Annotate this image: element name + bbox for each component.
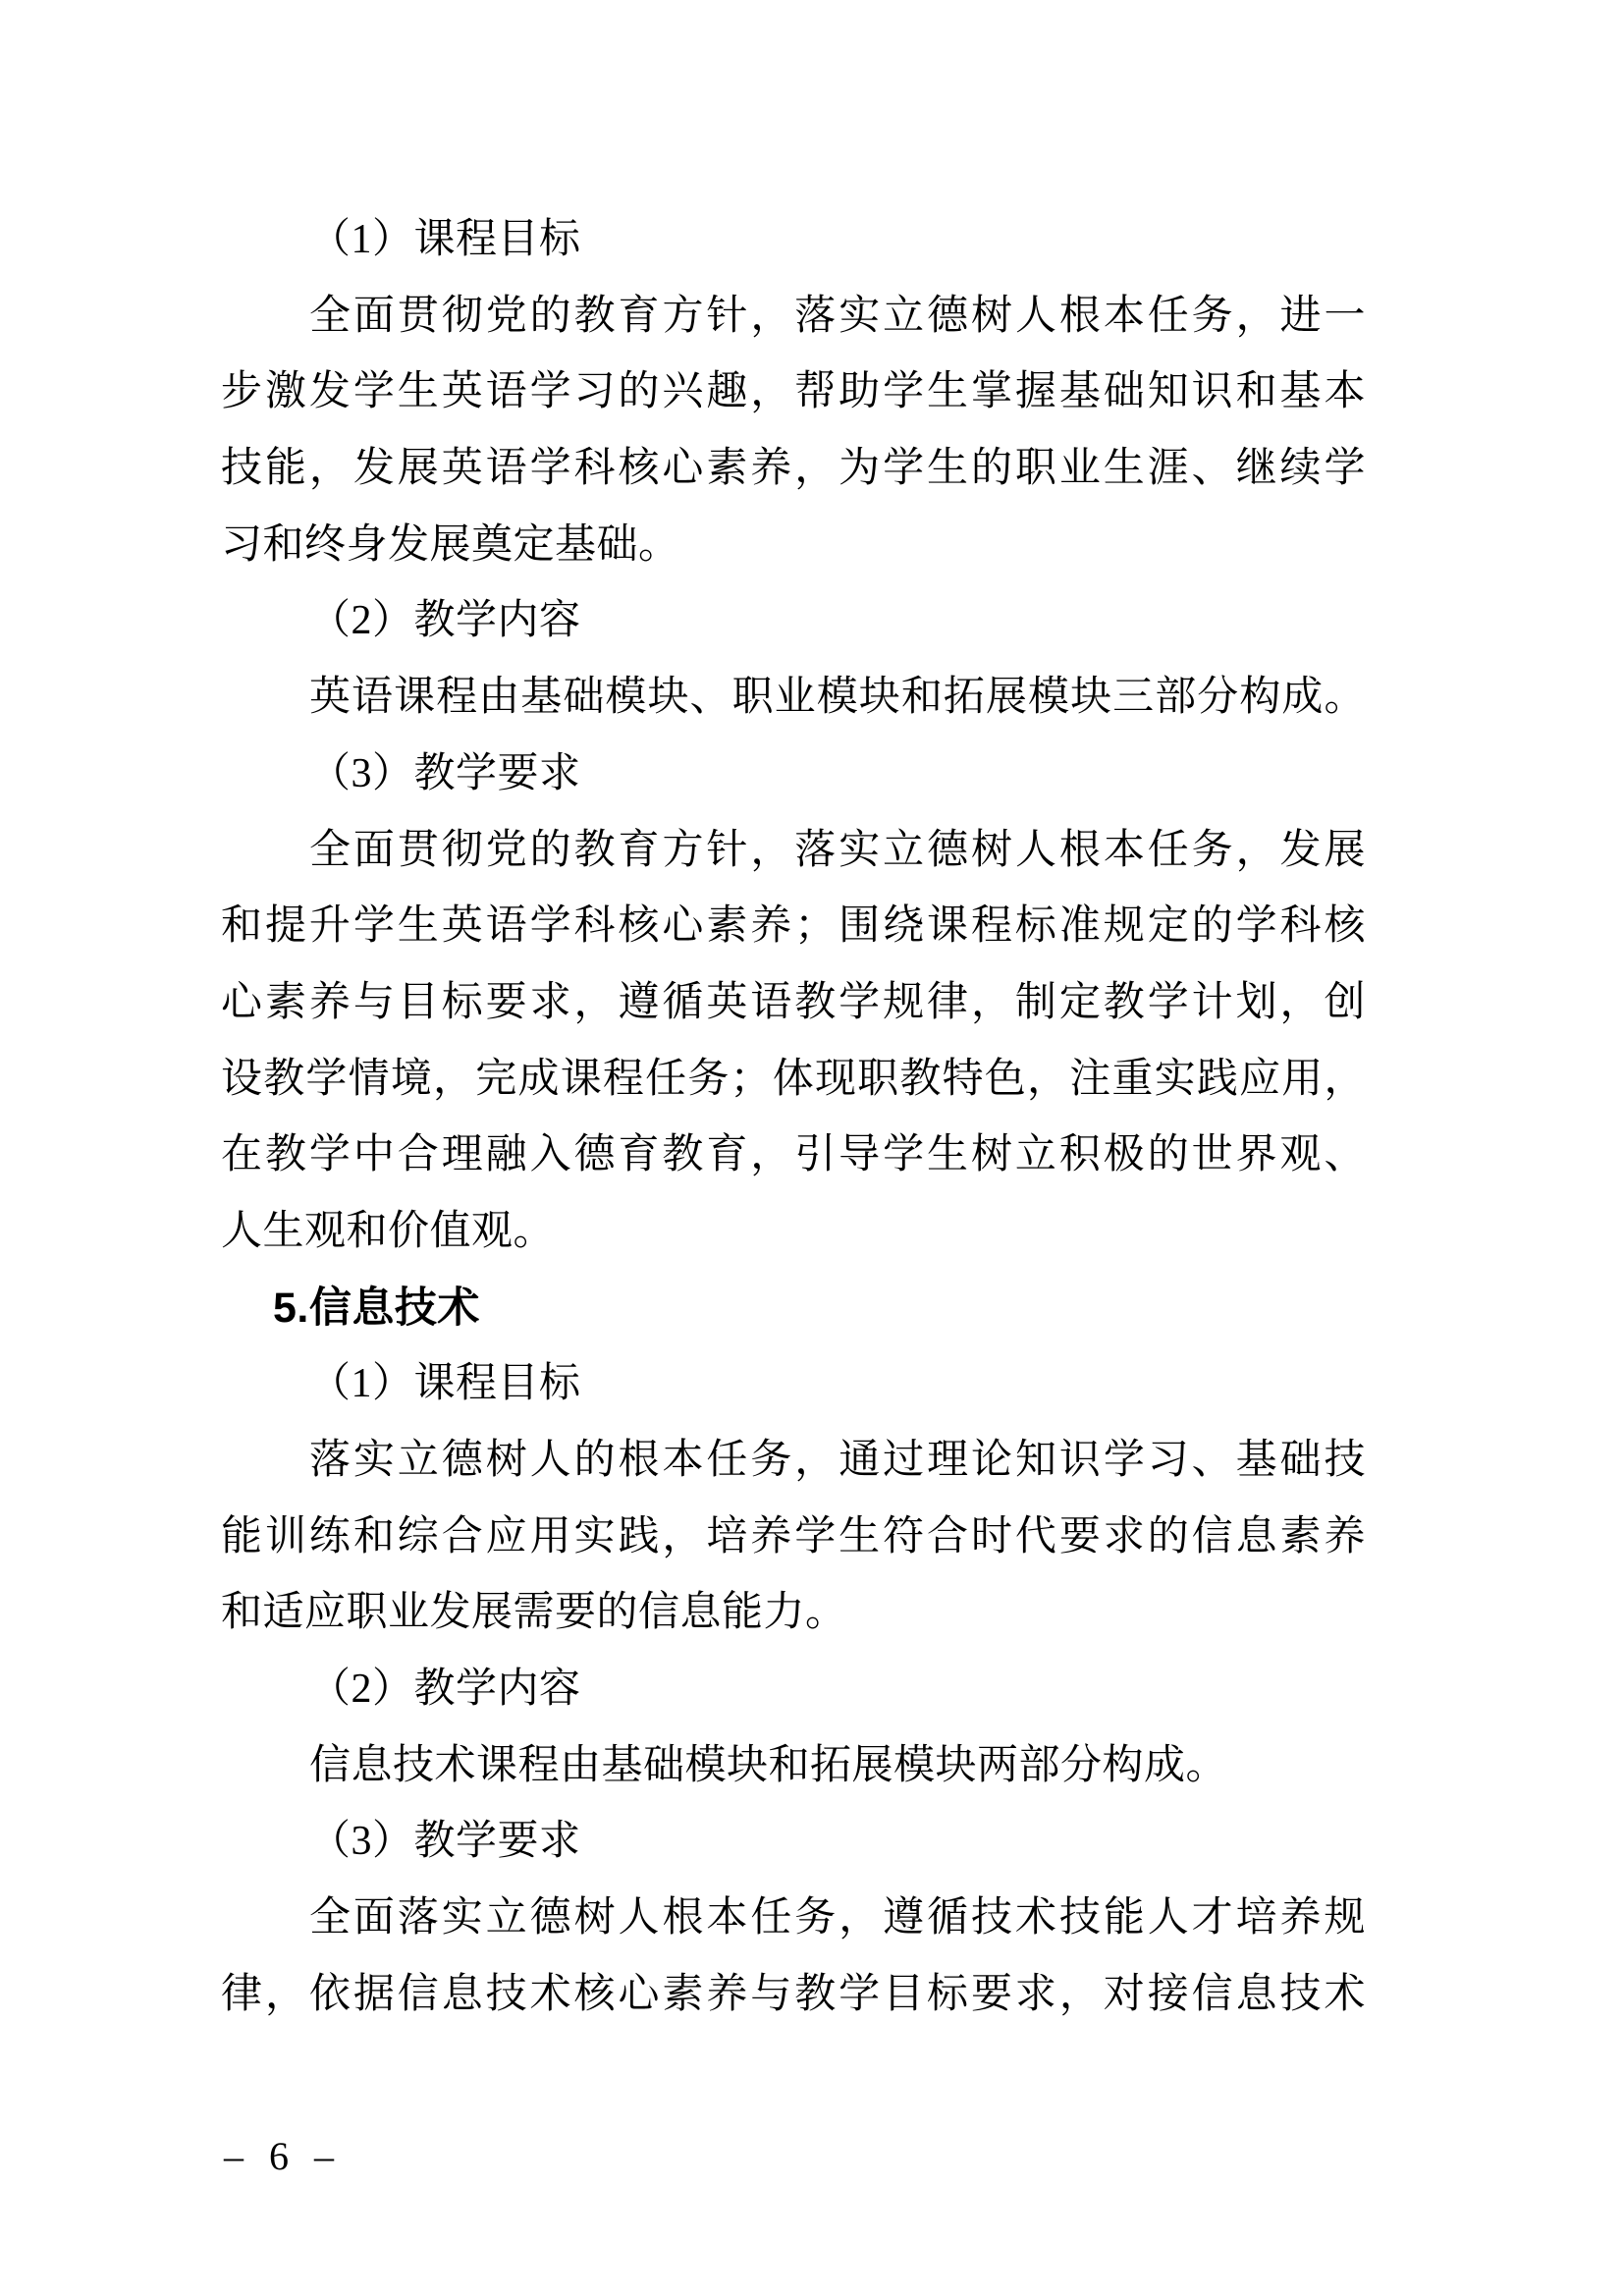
text-line: 心素养与目标要求，遵循英语教学规律，制定教学计划，创 <box>221 979 1366 1025</box>
text-line: 英语课程由基础模块、职业模块和拓展模块三部分构成。 <box>309 675 1366 721</box>
text-line: 全面贯彻党的教育方针，落实立德树人根本任务，发展 <box>309 827 1366 873</box>
subsection-heading: （3）教学要求 <box>309 750 581 796</box>
subsection-heading: （1）课程目标 <box>309 217 581 262</box>
section-heading: 5.信息技术 <box>273 1284 480 1332</box>
text-line: 全面落实立德树人根本任务，遵循技术技能人才培养规 <box>309 1895 1366 1941</box>
subsection-heading: （1）课程目标 <box>309 1361 581 1407</box>
text-line: 设教学情境，完成课程任务；体现职教特色，注重实践应用， <box>221 1056 1366 1102</box>
text-line: 步激发学生英语学习的兴趣，帮助学生掌握基础知识和基本 <box>221 369 1366 415</box>
text-line: 律，依据信息技术核心素养与教学目标要求，对接信息技术 <box>221 1971 1366 2017</box>
page-number: – 6 – <box>224 2134 342 2178</box>
subsection-heading: （3）教学要求 <box>309 1819 581 1865</box>
subsection-heading: （2）教学内容 <box>309 1667 581 1713</box>
text-line: 技能，发展英语学科核心素养，为学生的职业生涯、继续学 <box>221 446 1366 492</box>
subsection-heading: （2）教学内容 <box>309 598 581 644</box>
text-line: 能训练和综合应用实践，培养学生符合时代要求的信息素养 <box>221 1513 1366 1559</box>
text-line: 和提升学生英语学科核心素养；围绕课程标准规定的学科核 <box>221 903 1366 950</box>
text-line: 人生观和价值观。 <box>221 1208 556 1254</box>
text-line: 落实立德树人的根本任务，通过理论知识学习、基础技 <box>309 1438 1366 1483</box>
text-line: 习和终身发展奠定基础。 <box>221 521 680 568</box>
text-line: 信息技术课程由基础模块和拓展模块两部分构成。 <box>309 1742 1228 1788</box>
text-line: 和适应职业发展需要的信息能力。 <box>221 1590 847 1636</box>
text-line: 在教学中合理融入德育教育，引导学生树立积极的世界观、 <box>221 1132 1366 1178</box>
text-line: 全面贯彻党的教育方针，落实立德树人根本任务，进一 <box>309 293 1366 339</box>
text-content <box>221 202 1366 2034</box>
